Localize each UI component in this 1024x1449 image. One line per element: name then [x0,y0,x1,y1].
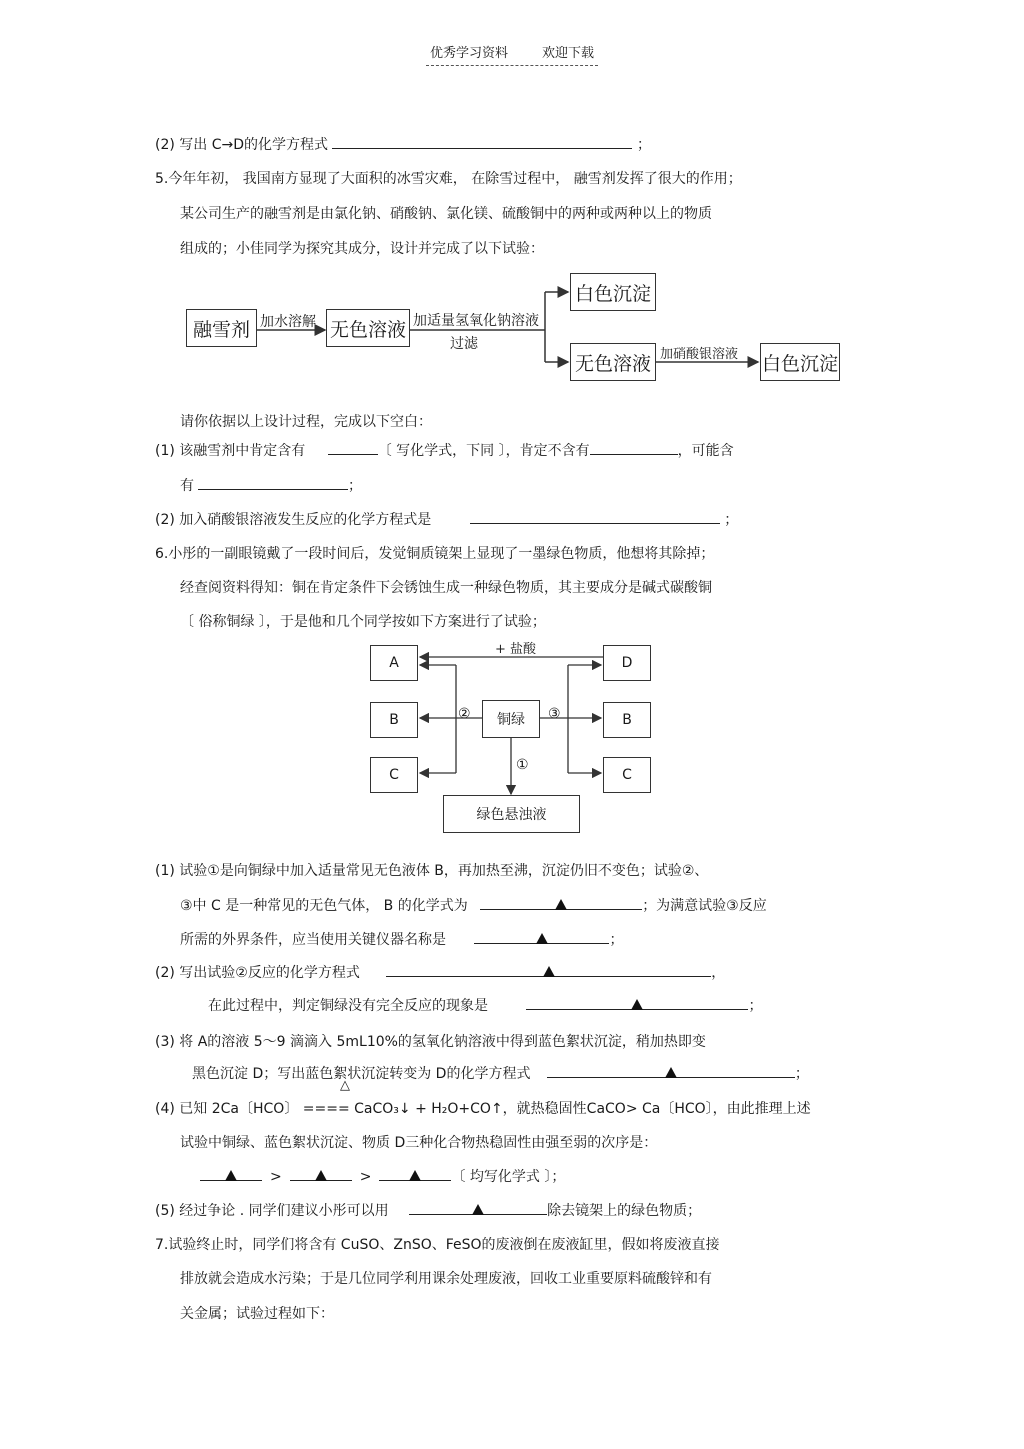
flow1-step2-sub: 过滤 [450,336,478,352]
q6-answer2 [155,962,725,982]
flow1-precip1-box: 白色沉淀 [570,273,656,311]
flow2-left-box-a: A [370,645,418,681]
q6-answer4: (4) 已知 2Ca〔HCO〕 ==== CaCO₃↓ + H₂O+CO↑，就热稳固性CaCO> Ca〔HCO〕，由此推理上述 [155,1101,811,1117]
flow2-left-box-c: C [370,757,418,793]
q6-line3: 〔 俗称铜绿 〕，于是他和几个同学按如下方案进行了试验； [180,614,546,630]
flow2-top-label: + 盐酸 [495,642,537,657]
punct: ； [724,512,739,528]
flow2-mark-3: ③ [548,706,561,722]
question-text: (2) 写出试验②反应的化学方程式 [155,965,360,981]
flow2-mark-1: ① [516,757,529,773]
question-text: 除去镜架上的绿色物质； [547,1203,702,1219]
gt-sign: > [359,1169,372,1185]
q5-line1: 5.今年年初， 我国南方显现了大面积的冰雪灾难， 在除雪过程中， 融雪剂发挥了很大的作用； [155,171,742,187]
flow2-bottom-box: 绿色悬浊液 [443,795,580,833]
q6-answer1c [180,929,623,949]
flow2-right-box-c: C [603,757,651,793]
question-text: 〔 写化学式，下同 〕，肯定不含有 [377,443,590,459]
answer-blank[interactable] [474,931,609,944]
question-text: ；为满意试验③反应 [642,898,767,914]
q6-answer4c [200,1166,565,1186]
question-text: (5) 经过争论 . 同学们建议小彤可以用 [155,1203,389,1219]
q7-line2: 排放就会造成水污染；于是几位同学利用课余处理废液，回收工业重要原料硫酸锌和有 [180,1271,712,1287]
q5-line3: 组成的；小佳同学为探究其成分，设计并完成了以下试验： [180,241,544,257]
question-text: (2) 写出 C→D的化学方程式 [155,137,329,153]
q6-line1: 6.小彤的一副眼镜戴了一段时间后，发觉铜质镜架上显现了一墨绿色物质，他想将其除掉； [155,546,715,562]
punct: ； [748,998,763,1014]
punct: ； [794,1066,809,1082]
answer-blank[interactable] [386,964,711,977]
flow1-precip2-box: 白色沉淀 [760,343,840,381]
answer-blank[interactable] [200,1168,262,1181]
flow1-solution-box: 无色溶液 [326,309,410,347]
answer-blank[interactable] [480,897,642,910]
question-text: 黑色沉淀 D；写出蓝色絮状沉淀转变为 D的化学方程式 [192,1066,531,1082]
flow1-step1-label: 加水溶解 [260,314,316,330]
question-text: ，可能含 [677,443,734,459]
answer-blank[interactable] [379,1168,451,1181]
flow1-step2-label: 加适量氢氧化钠溶液 [413,313,539,329]
q5-prompt: 请你依据以上设计过程，完成以下空白： [180,414,432,430]
q7-line3: 关金属；试验过程如下： [180,1306,334,1322]
question-text: (2) 加入硝酸银溶液发生反应的化学方程式是 [155,512,432,528]
flow2-right-box-b: B [603,702,651,738]
question-text: 在此过程中，判定铜绿没有完全反应的现象是 [208,998,488,1014]
delta-mark: △ [340,1078,350,1093]
answer-blank[interactable] [409,1202,547,1215]
q6-answer4b: 试验中铜绿、蓝色絮状沉淀、物质 D三种化合物热稳固性由强至弱的次序是： [180,1135,658,1151]
q5-answer1-cont: 有 ； [180,475,362,495]
flow1-start-box: 融雪剂 [186,309,257,347]
flow2-left-box-b: B [370,702,418,738]
q6-answer3: (3) 将 A的溶液 5～9 滴滴入 5mL10%的氢氧化钠溶液中得到蓝色絮状沉淀，稍加热即变 [155,1034,706,1050]
q5-line2: 某公司生产的融雪剂是由氯化钠、硝酸钠、氯化镁、硫酸铜中的两种或两种以上的物质 [180,206,712,222]
q6-answer3b [192,1063,809,1083]
flow2-right-box-d: D [603,645,651,681]
q7-line1: 7.试验终止时，同学们将含有 CuSO、ZnSO、FeSO的废液倒在废液缸里，假如将废液直接 [155,1237,720,1253]
question-text: 有 [180,478,194,494]
q6-line2: 经查阅资料得知：铜在肯定条件下会锈蚀生成一种绿色物质，其主要成分是碱式碳酸铜 [180,580,712,596]
answer-blank[interactable] [526,997,748,1010]
flow2-mark-2: ② [458,706,471,722]
punct: ， [711,965,726,981]
question-text: ③中 C 是一种常见的无色气体， B 的化学式为 [180,898,468,914]
answer-blank[interactable] [290,1168,352,1181]
question-text: 〔 均写化学式 〕； [451,1169,566,1185]
header-right: 欢迎下载 [542,46,595,61]
flow2-center-box: 铜绿 [482,700,540,738]
punct: ； [609,932,624,948]
gt-sign: > [270,1169,282,1185]
question-text: (1) 该融雪剂中肯定含有 [155,443,306,459]
q6-answer2b [208,995,762,1015]
answer-blank[interactable] [547,1065,795,1078]
q6-answer1b [180,895,767,915]
flow1-step3-label: 加硝酸银溶液 [660,347,739,362]
punct: ； [636,137,651,153]
q6-answer1: (1) 试验①是向铜绿中加入适量常见无色液体 B，再加热至沸，沉淀仍旧不变色；试验②、 [155,863,709,879]
flow1-solution2-box: 无色溶液 [570,343,656,381]
question-text: 所需的外界条件，应当使用关键仪器名称是 [180,932,446,948]
header-left: 优秀学习资料 [429,46,508,61]
q6-answer5 [155,1200,701,1220]
